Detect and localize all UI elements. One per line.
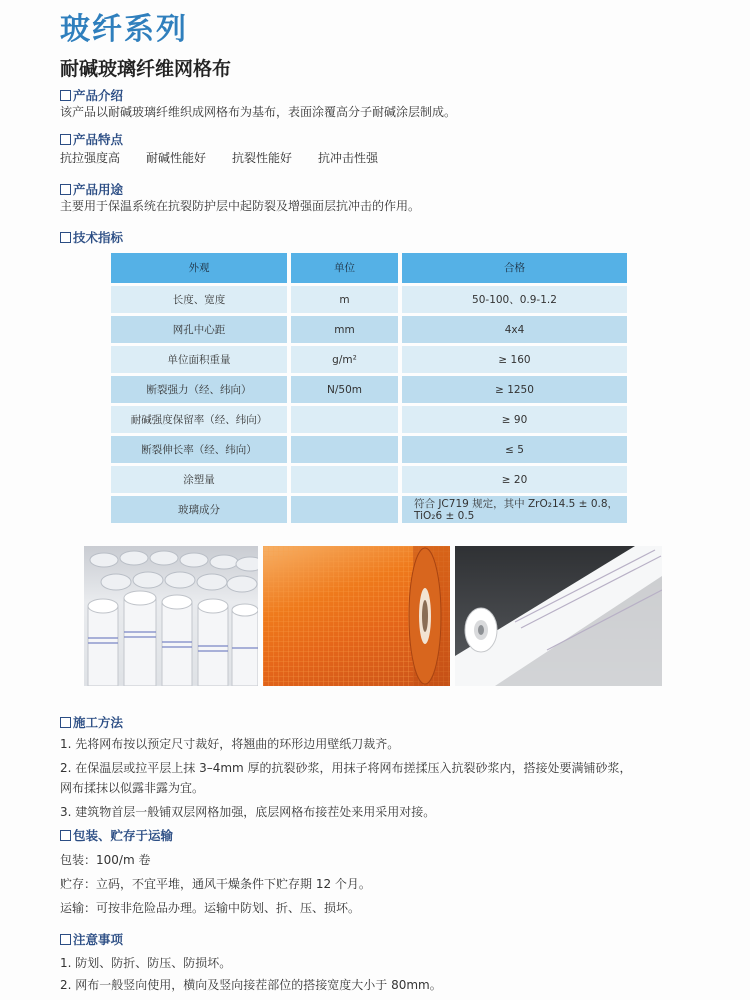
table-row xyxy=(111,496,627,523)
spec-cell: 玻璃成分 xyxy=(111,496,287,523)
spec-cell: ≥ 1250 xyxy=(402,376,627,403)
section-heading-notes xyxy=(60,930,123,948)
spec-cell: 网孔中心距 xyxy=(111,316,287,343)
packaging-lines xyxy=(60,848,371,920)
section-heading-label: 产品介绍 xyxy=(73,88,124,103)
table-row xyxy=(111,316,627,343)
intro-text: 该产品以耐碱玻璃纤维织成网格布为基布，表面涂覆高分子耐碱涂层制成。 xyxy=(60,105,457,119)
section-heading-label: 包装、贮存于运输 xyxy=(73,828,174,843)
spec-cell: ≤ 5 xyxy=(402,436,627,463)
orange-mesh-illustration xyxy=(263,546,450,686)
checkbox-square-icon xyxy=(60,184,71,195)
feature-item: 耐碱性能好 xyxy=(146,151,207,165)
spec-cell xyxy=(291,406,398,433)
section-heading-spec xyxy=(60,228,123,246)
packaging-line: 贮存：立码，不宜平堆，通风干燥条件下贮存期 12 个月。 xyxy=(60,877,371,891)
spec-cell: 耐碱强度保留率（经、纬向） xyxy=(111,406,287,433)
spec-header-cell: 外观 xyxy=(111,253,287,283)
packaging-line: 包装：100/m 卷 xyxy=(60,853,151,867)
table-row xyxy=(111,286,627,313)
spec-cell: 断裂强力（经、纬向） xyxy=(111,376,287,403)
section-heading-intro xyxy=(60,86,123,104)
rolls-stack-illustration xyxy=(84,546,258,686)
table-row xyxy=(111,346,627,373)
spec-cell: g/m² xyxy=(291,346,398,373)
spec-cell: 断裂伸长率（经、纬向） xyxy=(111,436,287,463)
spec-cell xyxy=(291,496,398,523)
series-title: 玻纤系列 xyxy=(60,12,188,47)
checkbox-square-icon xyxy=(60,717,71,728)
notes-lines xyxy=(60,952,442,996)
product-title: 耐碱玻璃纤维网格布 xyxy=(60,58,232,80)
spec-cell: 符合 JC719 规定，其中 ZrO₂14.5 ± 0.8，TiO₂6 ± 0.5 xyxy=(402,496,627,523)
section-heading-features xyxy=(60,130,123,148)
spec-cell: 长度、宽度 xyxy=(111,286,287,313)
table-row xyxy=(111,406,627,433)
spec-cell: 50-100、0.9-1.2 xyxy=(402,286,627,313)
checkbox-square-icon xyxy=(60,134,71,145)
section-heading-label: 技术指标 xyxy=(73,230,124,245)
construction-line: 3. 建筑物首层一般铺双层网格加强，底层网格布接茬处来用采用对接。 xyxy=(60,805,436,819)
construction-line: 2. 在保温层或拉平层上抹 3–4mm 厚的抗裂砂浆，用抹子将网布搓揉压入抗裂砂浆内，搭接处要满铺砂浆， xyxy=(60,761,632,775)
notes-line: 2. 网布一般竖向使用，横向及竖向接茬部位的搭接宽度大小于 80mm。 xyxy=(60,978,442,992)
spec-header-cell: 单位 xyxy=(291,253,398,283)
spec-cell: 单位面积重量 xyxy=(111,346,287,373)
spec-table-header xyxy=(111,253,627,283)
packaging-line: 运输：可按非危险品办理。运输中防划、折、压、损坏。 xyxy=(60,901,361,915)
usage-text: 主要用于保温系统在抗裂防护层中起防裂及增强面层抗冲击的作用。 xyxy=(60,199,421,213)
checkbox-square-icon xyxy=(60,90,71,101)
spec-cell: 涂塑量 xyxy=(111,466,287,493)
features-list xyxy=(60,149,404,166)
checkbox-square-icon xyxy=(60,830,71,841)
white-roll-illustration xyxy=(455,546,662,686)
spec-cell: 4x4 xyxy=(402,316,627,343)
section-heading-packaging xyxy=(60,826,173,844)
construction-line: 1. 先将网布按以预定尺寸裁好，将翘曲的环形边用壁纸刀裁齐。 xyxy=(60,737,400,751)
construction-line: 网布揉抹以似露非露为宜。 xyxy=(60,781,205,795)
spec-table xyxy=(111,253,627,526)
spec-cell: ≥ 20 xyxy=(402,466,627,493)
section-heading-label: 产品用途 xyxy=(73,182,124,197)
product-photo-orange-mesh xyxy=(263,546,450,686)
feature-item: 抗裂性能好 xyxy=(232,151,293,165)
section-heading-label: 产品特点 xyxy=(73,132,124,147)
feature-item: 抗拉强度高 xyxy=(60,151,121,165)
spec-cell: mm xyxy=(291,316,398,343)
spec-header-cell: 合格 xyxy=(402,253,627,283)
spec-cell: ≥ 160 xyxy=(402,346,627,373)
notes-line: 1. 防划、防折、防压、防损坏。 xyxy=(60,956,232,970)
section-heading-label: 注意事项 xyxy=(73,932,124,947)
product-photo-rolls-stack xyxy=(84,546,258,686)
checkbox-square-icon xyxy=(60,232,71,243)
spec-cell: N/50m xyxy=(291,376,398,403)
section-heading-label: 施工方法 xyxy=(73,715,124,730)
checkbox-square-icon xyxy=(60,934,71,945)
section-heading-construction xyxy=(60,713,123,731)
spec-cell xyxy=(291,436,398,463)
table-row xyxy=(111,436,627,463)
construction-steps xyxy=(60,734,632,822)
table-row xyxy=(111,376,627,403)
spec-cell: ≥ 90 xyxy=(402,406,627,433)
spec-cell xyxy=(291,466,398,493)
table-row xyxy=(111,466,627,493)
spec-cell: m xyxy=(291,286,398,313)
section-heading-usage xyxy=(60,180,123,198)
feature-item: 抗冲击性强 xyxy=(318,151,379,165)
product-photo-white-roll xyxy=(455,546,662,686)
